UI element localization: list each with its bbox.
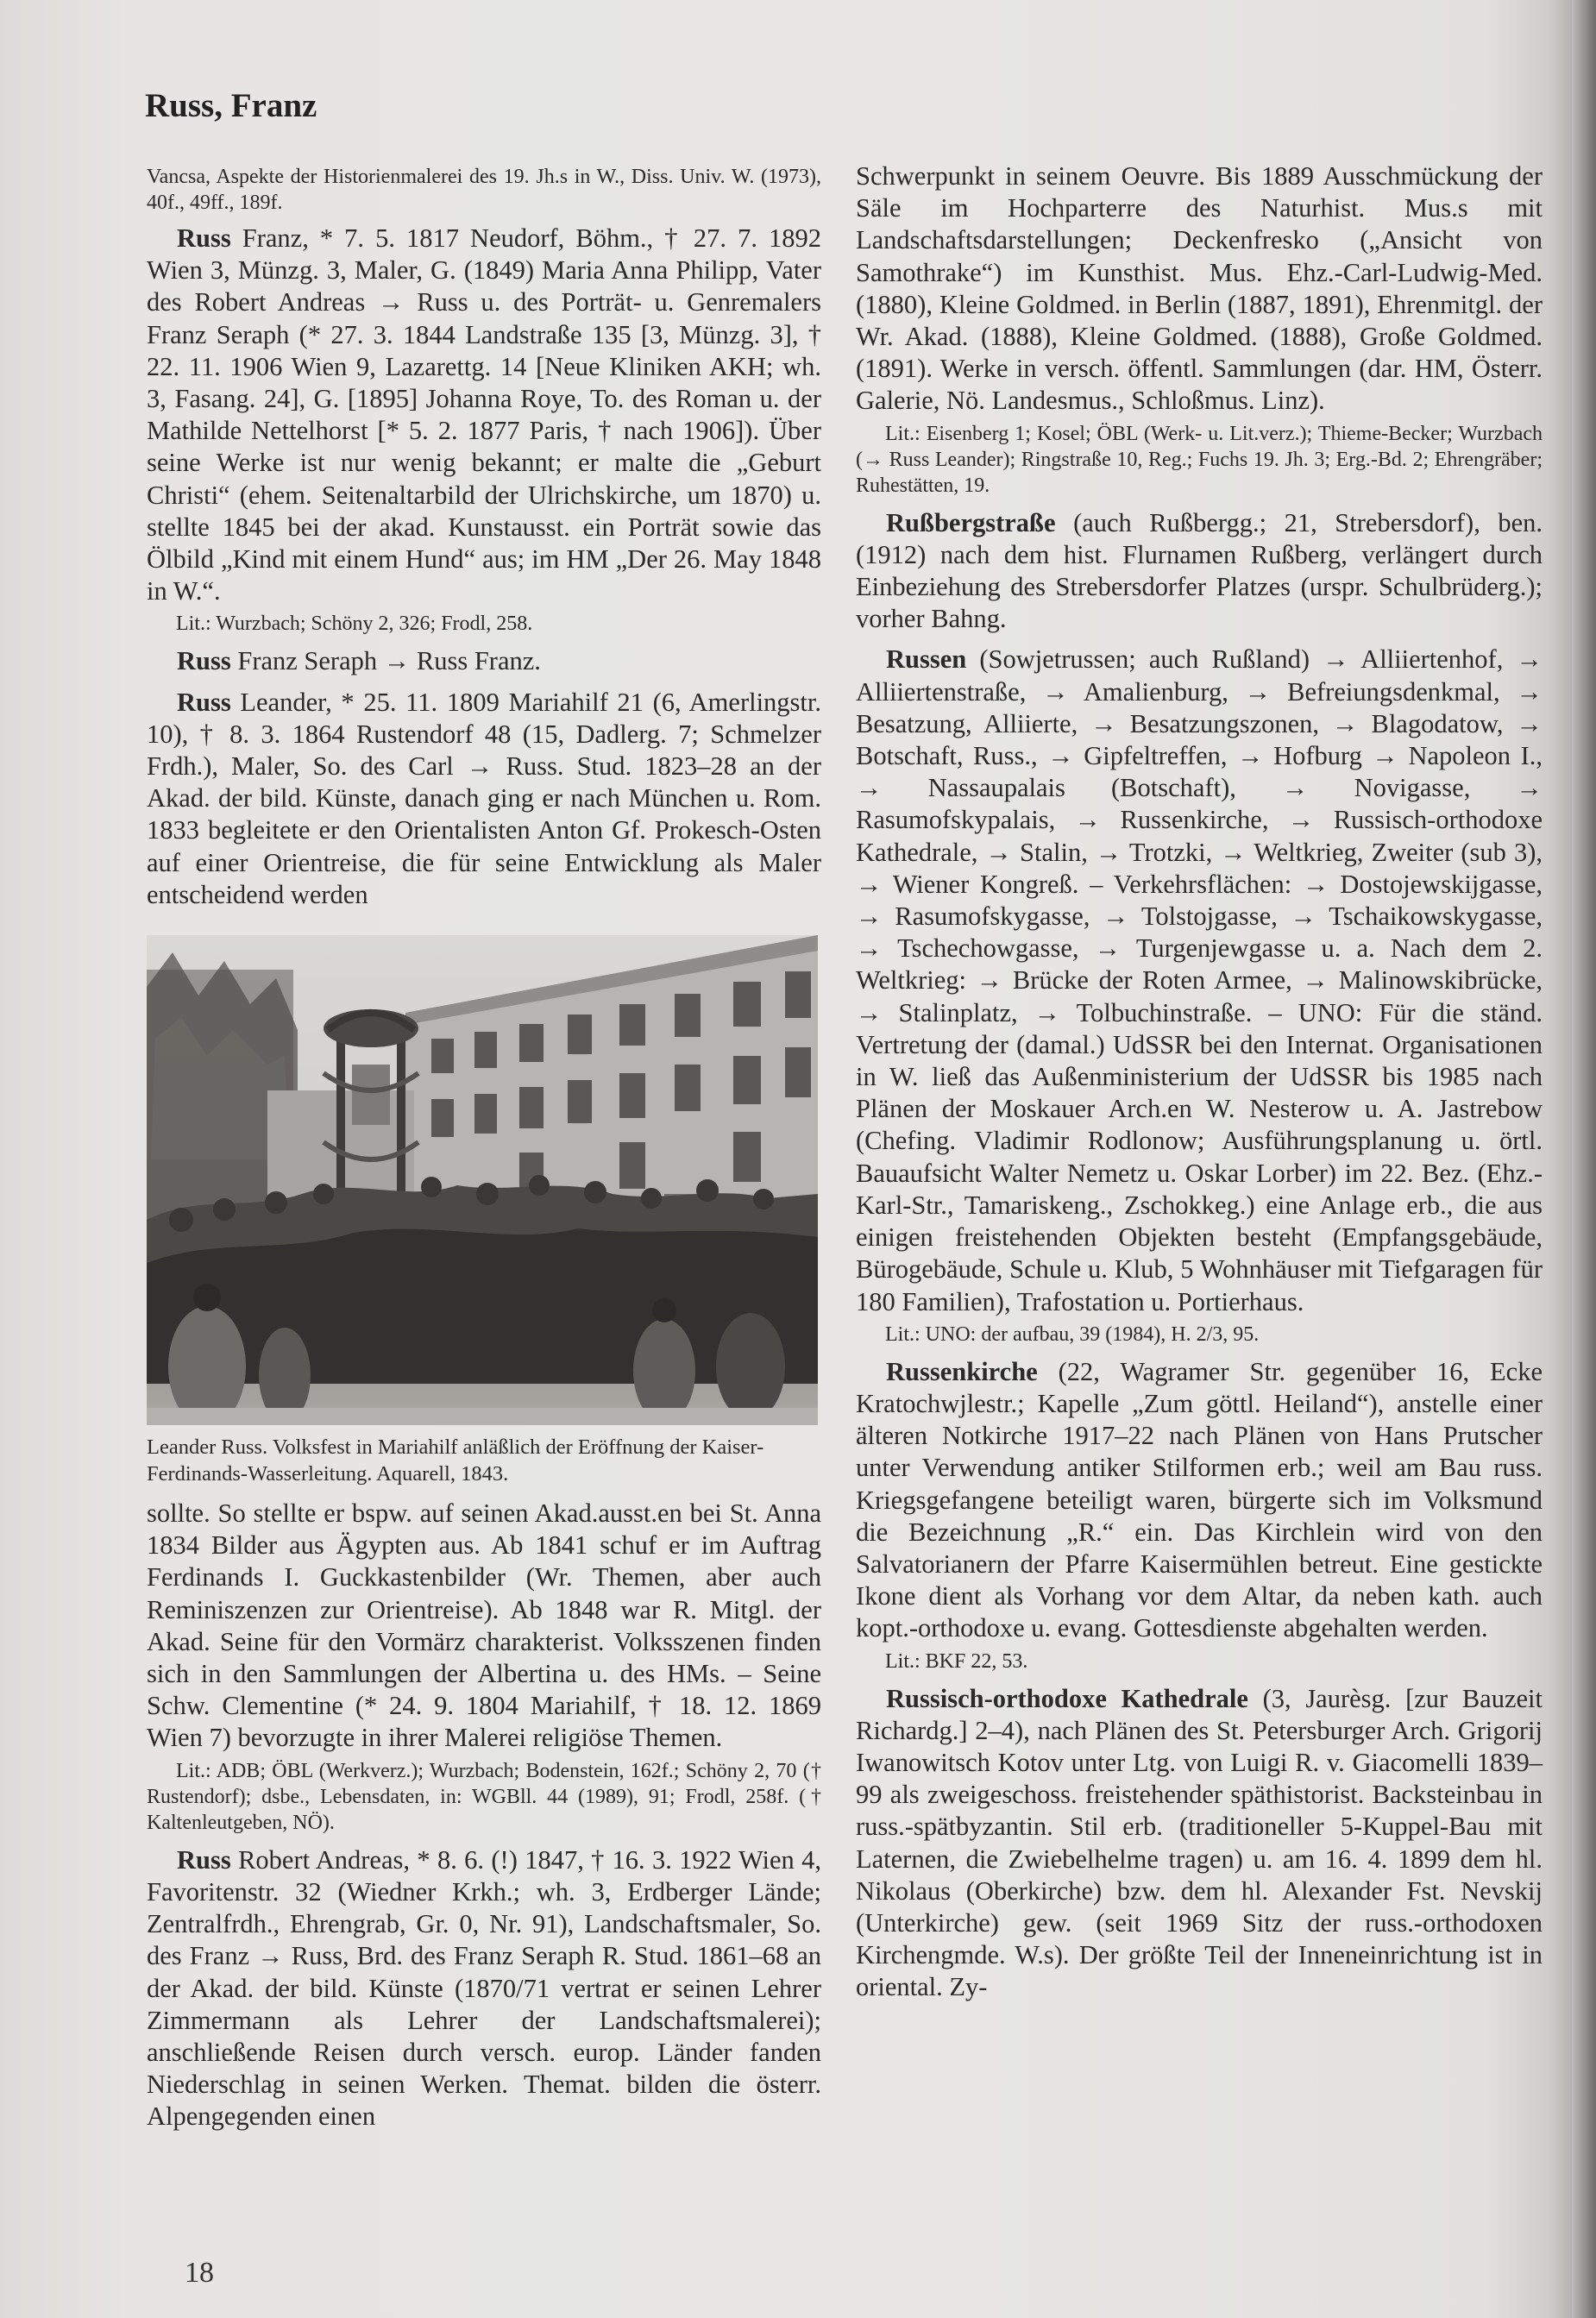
illustration-caption: Leander Russ. Volksfest in Mariahilf anläßlich der Eröffnung der Kaiser-Ferdinands-Wasserleitung. Aquarell, 1843.: [147, 1435, 764, 1486]
entry-russ-franz: [147, 223, 821, 607]
entry-russbergstrasse: [856, 507, 1543, 636]
entry-russen: [856, 644, 1543, 1317]
lit-reference: Lit.: UNO: der aufbau, 39 (1984), H. 2/3, 95.: [885, 1322, 1260, 1346]
lit-reference: Lit.: Eisenberg 1; Kosel; ÖBL (Werk- u. Lit.verz.); Thieme-Becker; Wurzbach (→ Russ Leander); Ringstraße 10, Reg.; Fuchs 19. Jh. 3; Erg.-Bd. 2; Ehrengräber; Ruhestätten, 19.: [856, 422, 1543, 497]
lit-reference: Lit.: BKF 22, 53.: [885, 1649, 1028, 1673]
entry-headword: Russen: [886, 644, 967, 675]
entry-headword: Russ: [177, 646, 231, 676]
entry-russenkirche: [856, 1356, 1543, 1645]
entry-text: (auch Rußbergg.; 21, Strebersdorf), ben. (1912) nach dem hist. Flurnamen Rußberg, verlängert durch Einbeziehung des Strebersdorfer Platzes (urspr. Schulbrüderg.); vorher Bahng.: [856, 507, 1543, 634]
entry-continuation: Schwerpunkt in seinem Oeuvre. Bis 1889 Ausschmückung der Säle im Hochparterre des Naturhist. Mus.s mit Landschaftsdarstellungen; Deckenfresko („Ansicht von Samothrake“) im Kunsthist. Mus. Ehz.-Carl-Ludwig-Med. (1880), Kleine Goldmed. in Berlin (1887, 1891), Ehrenmitgl. der Wr. Akad. (1888), Kleine Goldmed. (1888), Große Goldmed. (1891). Werke in versch. öffentl. Sammlungen (dar. HM, Österr. Galerie, Nö. Landesmus., Schloßmus. Linz).: [856, 161, 1543, 416]
volksfest-watercolor-image: [147, 935, 818, 1425]
lit-reference: Vancsa, Aspekte der Historienmalerei des 19. Jh.s in W., Diss. Univ. W. (1973), 40f., 49ff., 189f.: [147, 166, 821, 214]
entry-russ-leander: [147, 687, 821, 911]
lit-reference: Lit.: Wurzbach; Schöny 2, 326; Frodl, 258.: [176, 612, 533, 636]
entry-text: Robert Andreas, * 8. 6. (!) 1847, † 16. 3. 1922 Wien 4, Favoritenstr. 32 (Wiedner Krkh.; wh. 3, Erdberger Lände; Zentralfrdh., Ehrengrab, Gr. 0, Nr. 91), Landschaftsmaler, So. des Franz → Russ, Brd. des Franz Seraph R. Stud. 1861–68 an der Akad. der bild. Künste (1870/71 vertrat er seinen Lehrer Zimmermann als Lehrer der Landschaftsmalerei); anschließende Reisen durch versch. europ. Länder fanden Niederschlag in seinen Werken. Themat. bilden die österr. Alpengegenden einen: [147, 1844, 821, 2132]
left-column: [147, 160, 821, 2133]
entry-russ-franz-seraph: [147, 645, 821, 677]
entry-headword: Russenkirche: [886, 1356, 1038, 1386]
page-binding-edge: [1572, 0, 1596, 2318]
entry-russ-robert-andreas: [147, 1844, 821, 2133]
entry-russisch-orthodoxe-kathedrale: [856, 1683, 1543, 2004]
illustration-volksfest: [147, 935, 818, 1425]
entry-continuation: sollte. So stellte er bspw. auf seinen Akad.ausst.en bei St. Anna 1834 Bilder aus Ägypten aus. Ab 1841 schuf er im Auftrag Ferdinands I. Guckkastenbilder (Wr. Themen, aber auch Reminiszenzen zur Orientreise). Ab 1848 war R. Mitgl. der Akad. Seine für den Vormärz charakterist. Volksszenen finden sich in den Sammlungen der Albertina u. des HMs. – Seine Schw. Clementine (* 24. 9. 1804 Mariahilf, † 18. 12. 1869 Wien 7) bevorzugte in ihrer Malerei religiöse Themen.: [147, 1498, 821, 1753]
entry-headword: Russ: [177, 687, 231, 717]
entry-text: Franz Seraph → Russ Franz.: [230, 646, 541, 676]
entry-text: Leander, * 25. 11. 1809 Mariahilf 21 (6, Amerlingstr. 10), † 8. 3. 1864 Rustendorf 48 (15, Dadlerg. 7; Schmelzer Frdh.), Maler, So. des Carl → Russ. Stud. 1823–28 an der Akad. der bild. Künste, danach ging er nach München u. Rom. 1833 begleitete er den Orientalisten Anton Gf. Prokesch-Osten auf einer Orientreise, die für seine Entwicklung als Maler entscheidend werden: [147, 687, 821, 909]
entry-headword: Rußbergstraße: [886, 507, 1056, 537]
running-head: Russ, Franz: [145, 87, 317, 124]
right-column: [856, 160, 1543, 2004]
entry-text: (3, Jaurèsg. [zur Bauzeit Richardg.] 2–4), nach Plänen des St. Petersburger Arch. Grigorij Iwanowitsch Kotov unter Ltg. von Luigi R. v. Giacomelli 1839–99 als zweigeschoss. freistehender späthistorist. Backsteinbau in russ.-spätbyzantin. Stil erb. (traditioneller 5-Kuppel-Bau mit Laternen, die Zwiebelhelme tragen) u. am 16. 4. 1899 dem hl. Nikolaus (Oberkirche) bzw. dem hl. Alexander Fst. Nevskij (Unterkirche) gew. (seit 1969 Sitz der russ.-orthodoxen Kirchengmde. W.s). Der größte Teil der Inneneinrichtung ist in oriental. Zy-: [856, 1683, 1543, 2002]
entry-text: (22, Wagramer Str. gegenüber 16, Ecke Kratochwjlestr.; Kapelle „Zum göttl. Heiland“), anstelle einer älteren Notkirche 1917–22 nach Plänen von Hans Prutscher unter Verwendung antiker Stilformen erb.; weil am Bau russ. Kriegsgefangene beteiligt waren, bürgerte sich im Volksmund die Bezeichnung „R.“ ein. Das Kirchlein wird von den Salvatorianern der Pfarre Kaisermühlen betreut. Eine gestickte Ikone dient als Vorhang vor dem Altar, da neben kath. auch kopt.-orthodoxe u. evang. Gottesdienste abgehalten werden.: [856, 1356, 1543, 1643]
lit-reference: Lit.: ADB; ÖBL (Werkverz.); Wurzbach; Bodenstein, 162f.; Schöny 2, 70 († Rustendorf); dsbe., Lebensdaten, in: WGBll. 44 (1989), 91; Frodl, 258f. († Kaltenleutgeben, NÖ).: [147, 1759, 821, 1834]
entry-text: Franz, * 7. 5. 1817 Neudorf, Böhm., † 27. 7. 1892 Wien 3, Münzg. 3, Maler, G. (1849) Maria Anna Philipp, Vater des Robert Andreas → Russ u. des Porträt- u. Genremalers Franz Seraph (* 27. 3. 1844 Landstraße 135 [3, Münzg. 3], † 22. 11. 1906 Wien 9, Lazarettg. 14 [Neue Kliniken AKH; wh. 3, Fasang. 24], G. [1895] Johanna Roye, To. des Roman u. der Mathilde Nettelhorst [* 5. 2. 1877 Paris, † nach 1906]). Über seine Werke ist nur wenig bekannt; er malte die „Geburt Christi“ (ehem. Seitenaltarbild der Ulrichskirche, um 1870) u. stellte 1845 bei der akad. Kunstausst. ein Porträt sowie das Ölbild „Kind mit einem Hund“ aus; im HM „Der 26. May 1848 in W.“.: [147, 223, 821, 606]
entry-headword: Russ: [177, 223, 231, 253]
entry-text: (Sowjetrussen; auch Rußland) → Alliiertenhof, → Alliiertenstraße, → Amalienburg, → Befreiungsdenkmal, → Besatzung, Alliierte, → Besatzungszonen, → Blagodatow, → Botschaft, Russ., → Gipfeltreffen, → Hofburg → Napoleon I., → Nassaupalais (Botschaft), → Novigasse, → Rasumofskypalais, → Russenkirche, → Russisch-orthodoxe Kathedrale, → Stalin, → Trotzki, → Weltkrieg, Zweiter (sub 3), → Wiener Kongreß. – Verkehrsflächen: → Dostojewskijgasse, → Rasumofskygasse, → Tolstojgasse, → Tschaikowskygasse, → Tschechowgasse, → Turgenjewgasse u. a. Nach dem 2. Weltkrieg: → Brücke der Roten Armee, → Malinowskibrücke, → Stalinplatz, → Tolbuchinstraße. – UNO: Für die ständ. Vertretung der (damal.) UdSSR bei den Internat. Organisationen in W. ließ das Außenministerium der UdSSR bis 1985 nach Plänen der Moskauer Arch.en W. Nesterow u. A. Jastrebow (Chefing. Vladimir Rodlonow; Ausführungsplanung u. örtl. Bauaufsicht Walter Nemetz u. Oskar Lorber) im 22. Bez. (Ehz.-Karl-Str., Tamariskeng., Zschokkeg.) eine Anlage erb., die aus einigen freistehenden Objekten besteht (Empfangsgebäude, Bürogebäude, Schule u. Klub, 5 Wohnhäuser mit Tiefgaragen für 180 Familien), Trafostation u. Portierhaus.: [856, 644, 1543, 1316]
entry-headword: Russisch-orthodoxe Kathedrale: [886, 1683, 1248, 1713]
entry-headword: Russ: [177, 1844, 231, 1875]
page-number: 18: [185, 2257, 214, 2289]
